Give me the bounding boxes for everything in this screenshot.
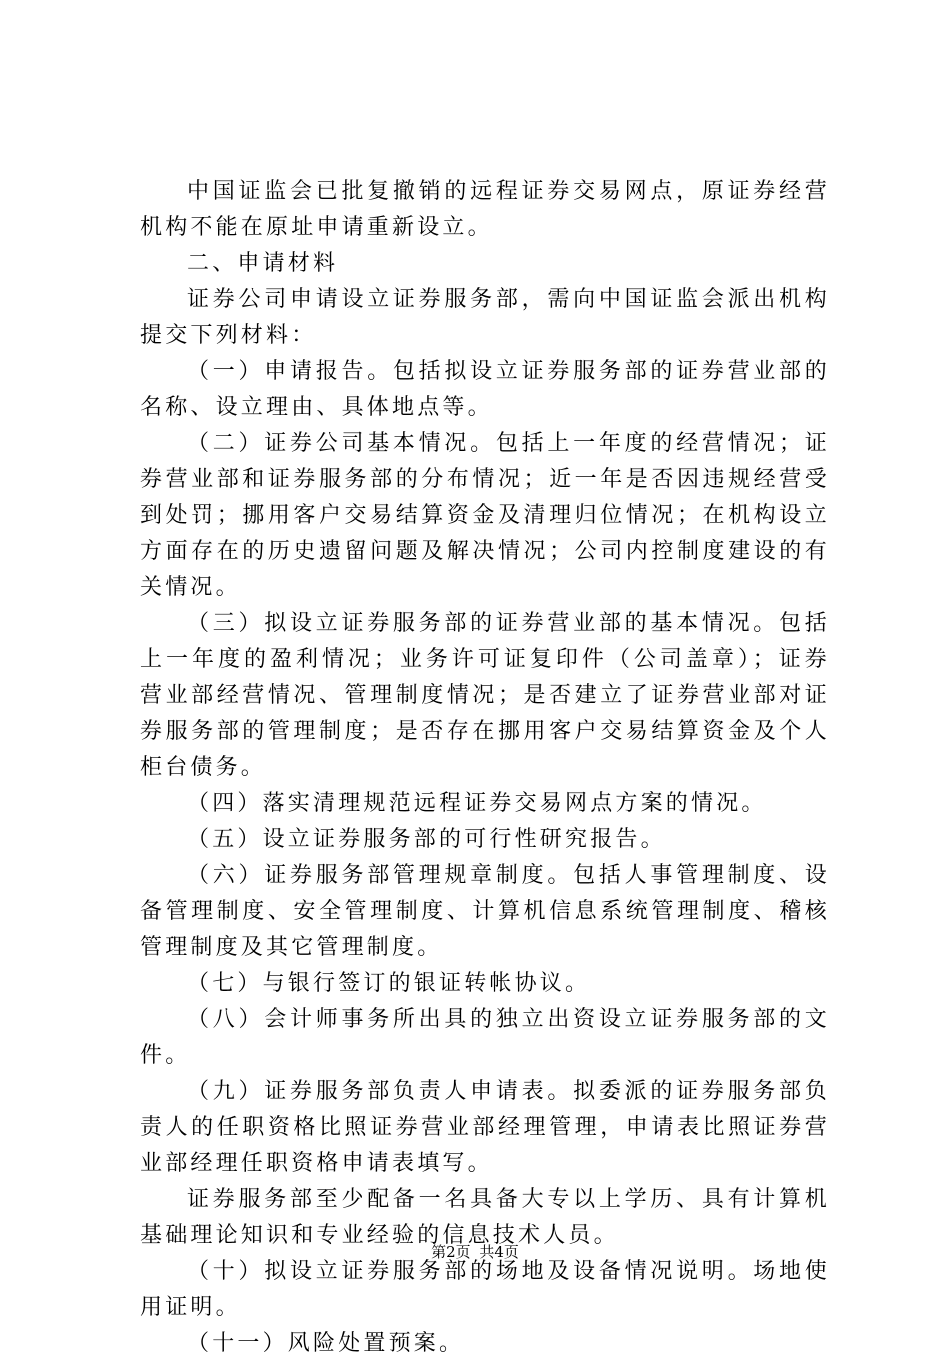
list-item-6-management-rules: （六）证券服务部管理规章制度。包括人事管理制度、设备管理制度、安全管理制度、计算机信息系统管理制度、稽核管理制度及其它管理制度。 [140,863,830,960]
paragraph-it-staff-requirement: 证券服务部至少配备一名具备大专以上学历、具有计算机基础理论知识和专业经验的信息技术人员。 [140,1187,830,1248]
list-item-8-accountant-documents: （八）会计师事务所出具的独立出资设立证券服务部的文件。 [140,1007,830,1068]
list-item-4-remediation-plan: （四）落实清理规范远程证券交易网点方案的情况。 [187,791,767,816]
list-item-9-manager-application: （九）证券服务部负责人申请表。拟委派的证券服务部负责人的任职资格比照证券营业部经理管理，申请表比照证券营业部经理任职资格申请表填写。 [140,1079,830,1176]
paragraph-revoked-outlets: 中国证监会已批复撤销的远程证券交易网点，原证券经营机构不能在原址申请重新设立。 [140,179,830,240]
list-item-5-feasibility-report: （五）设立证券服务部的可行性研究报告。 [187,827,666,852]
list-item-3-branch-basics: （三）拟设立证券服务部的证券营业部的基本情况。包括上一年度的盈利情况；业务许可证复印件（公司盖章）；证券营业部经营情况、管理制度情况；是否建立了证券营业部对证券服务部的管理制度；是否存在挪用客户交易结算资金及个人柜台债务。 [140,611,830,780]
paragraph-materials-intro: 证券公司申请设立证券服务部，需向中国证监会派出机构提交下列材料： [140,287,830,348]
section-heading-application-materials: 二、申请材料 [187,251,339,276]
page-footer [0,1242,950,1262]
list-item-2-company-basics: （二）证券公司基本情况。包括上一年度的经营情况；证券营业部和证券服务部的分布情况；近一年是否因违规经营受到处罚；挪用客户交易结算资金及清理归位情况；在机构设立方面存在的历史遗留问题及解决情况；公司内控制度建设的有关情况。 [140,431,830,600]
list-item-1-application-report: （一）申请报告。包括拟设立证券服务部的证券营业部的名称、设立理由、具体地点等。 [140,359,830,420]
list-item-11-risk-plan: （十一）风险处置预案。 [187,1331,465,1356]
document-body [140,174,830,1362]
list-item-7-bank-agreement: （七）与银行签订的银证转帐协议。 [187,971,591,996]
list-item-10-premises-equipment: （十）拟设立证券服务部的场地及设备情况说明。场地使用证明。 [140,1259,830,1320]
page-total: 共4页 [479,1243,519,1261]
page-number: 第2页 [431,1243,471,1261]
